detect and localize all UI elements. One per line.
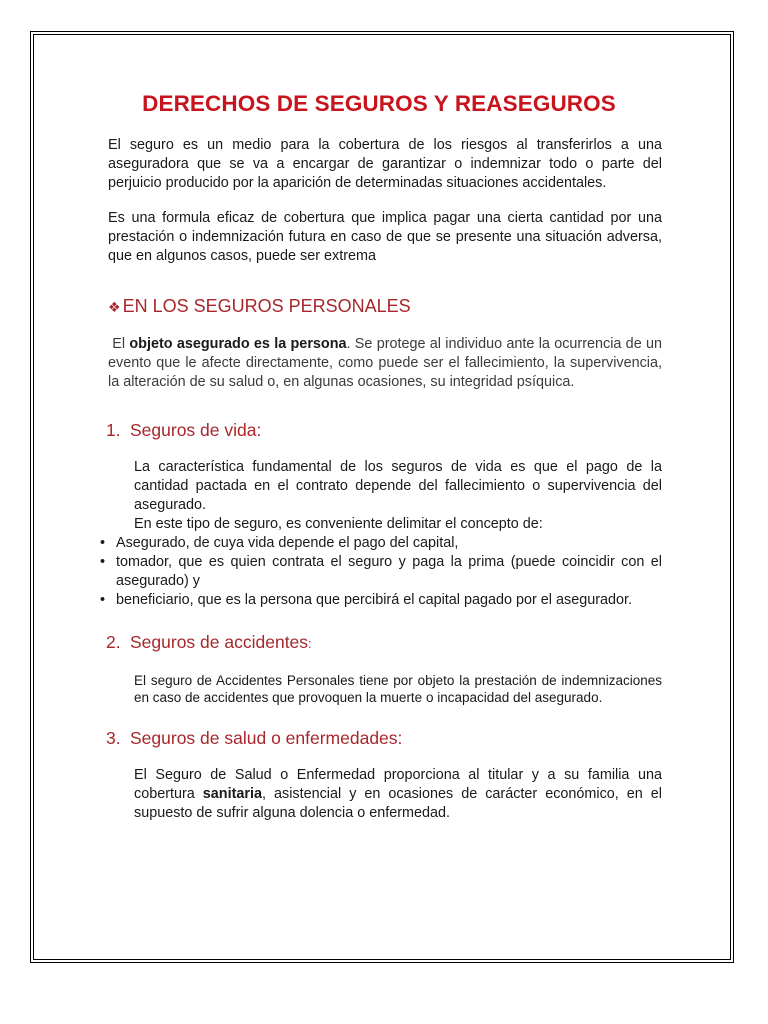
diamond-bullet-icon: ❖: [108, 299, 121, 315]
section-para-bold: objeto asegurado es la persona: [129, 336, 347, 352]
item-1-paragraph: La característica fundamental de los seguros de vida es que el pago de la cantidad pactada en el contrato depende del fallecimiento o supervivencia del asegurado.: [134, 459, 662, 513]
section-paragraph: [108, 335, 662, 392]
section-para-pre: El: [112, 336, 130, 352]
item-2-heading-text: Seguros de accidentes:: [130, 632, 312, 652]
item-2-number: 2.: [106, 632, 121, 652]
item-3-heading: [108, 726, 662, 750]
section-para-post: . Se protege al individuo ante la ocurrencia de un evento que le afecte directamente, como puede ser el fallecimiento, la supervivencia, la alteración de su salud o, en algunas ocasiones, su integridad psíquica.: [108, 336, 662, 390]
item-1-paragraph-2: En este tipo de seguro, es conveniente delimitar el concepto de:: [134, 516, 543, 532]
item-3-heading-text: Seguros de salud o enfermedades:: [130, 728, 403, 748]
item-1-number: 1.: [106, 420, 121, 440]
list-item: • beneficiario, que es la persona que percibirá el capital pagado por el asegurador.: [100, 592, 633, 608]
bullet-icon: •: [100, 535, 106, 551]
item-1-heading-text: Seguros de vida:: [130, 420, 262, 440]
item-1-bullet-list: [100, 534, 662, 610]
item-1-heading: [108, 418, 662, 442]
list-item: • Asegurado, de cuya vida depende el pago del capital,: [100, 535, 459, 551]
section-heading-text: EN LOS SEGUROS PERSONALES: [122, 296, 411, 316]
intro-paragraph-2: Es una formula eficaz de cobertura que implica pagar una cierta cantidad por una prestación o indemnización futura en caso de que se presente una situación adversa, que en algunos casos, puede ser extrema: [108, 210, 662, 264]
document-title: DERECHOS DE SEGUROS Y REASEGUROS: [142, 91, 616, 116]
bullet-icon: •: [100, 592, 106, 608]
bullet-icon: •: [100, 554, 106, 570]
item-2-paragraph: El seguro de Accidentes Personales tiene por objeto la prestación de indemnizaciones en caso de accidentes que provoquen la muerte o incapacidad del asegurado.: [134, 673, 662, 705]
item-3-paragraph: El Seguro de Salud o Enfermedad proporciona al titular y a su familia una cobertura sanitaria, asistencial y en ocasiones de carácter económico, en el supuesto de sufrir alguna dolencia o enfermedad.: [134, 767, 662, 821]
list-item: • tomador, que es quien contrata el seguro y paga la prima (puede coincidir con el asegurado) y: [100, 554, 662, 589]
item-2-heading: [108, 630, 662, 656]
item-3-bold-word: sanitaria: [202, 786, 262, 802]
intro-paragraph-1: El seguro es un medio para la cobertura de los riesgos al transferirlos a una aseguradora que se va a encargar de garantizar o indemnizar todo o parte del perjuicio producido por la aparición de determinadas situaciones accidentales.: [108, 137, 662, 191]
section-heading: [108, 294, 662, 319]
item-3-number: 3.: [106, 728, 121, 748]
document-page: [100, 88, 662, 823]
